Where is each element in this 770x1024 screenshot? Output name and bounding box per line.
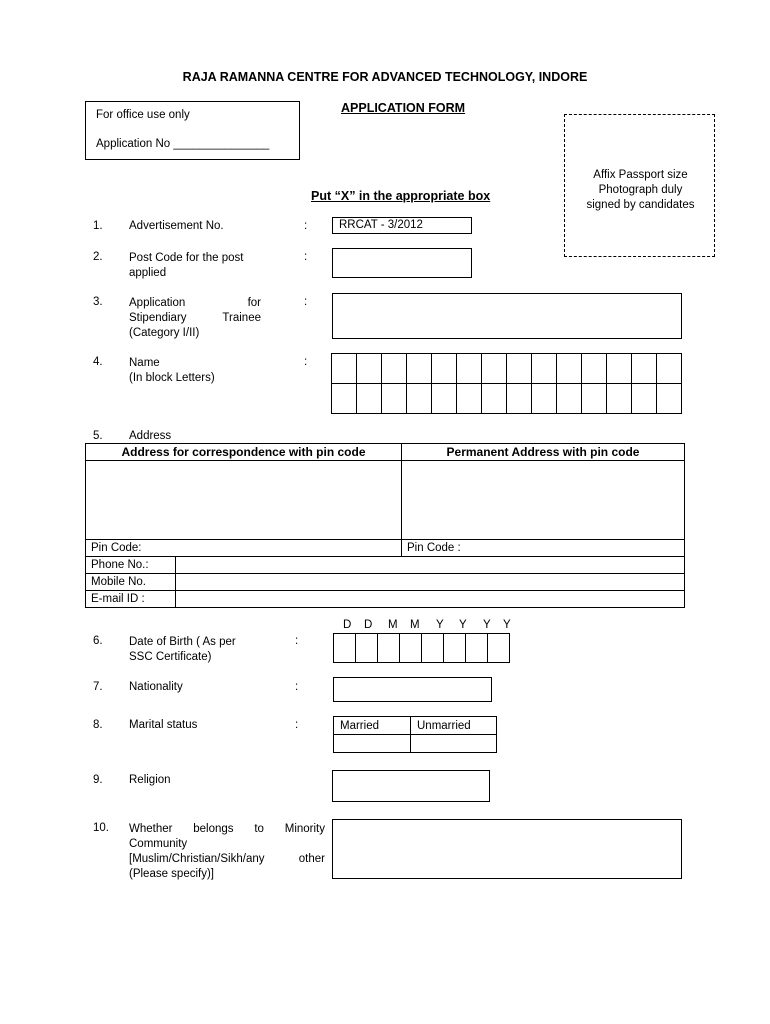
name-cell[interactable] (657, 384, 682, 414)
field-3-label-line2: Stipendiary Trainee (129, 312, 261, 324)
name-letter-grid[interactable] (331, 353, 682, 414)
name-cell[interactable] (507, 384, 532, 414)
name-cell[interactable] (407, 354, 432, 384)
permanent-address-input[interactable] (402, 461, 685, 540)
married-checkbox[interactable] (334, 735, 411, 753)
name-cell[interactable] (582, 354, 607, 384)
dob-cell[interactable] (378, 634, 400, 663)
address-table (85, 443, 685, 608)
field-10-label-line1: Whether belongs to Minority (129, 823, 325, 835)
name-cell[interactable] (482, 384, 507, 414)
field-10-label-line2: Community (129, 838, 188, 850)
application-no-field[interactable]: Application No _______________ (96, 138, 270, 150)
dob-format-m1: M (388, 619, 398, 631)
address-header-row (86, 444, 685, 461)
photo-line-1: Affix Passport size (593, 169, 688, 181)
name-cell[interactable] (332, 354, 357, 384)
field-1-number: 1. (93, 220, 103, 232)
unmarried-label: Unmarried (411, 717, 497, 735)
dob-cell[interactable] (466, 634, 488, 663)
name-cell[interactable] (407, 384, 432, 414)
dob-cell[interactable] (422, 634, 444, 663)
address-body-row (86, 461, 685, 540)
mobile-input[interactable] (176, 574, 685, 591)
field-8-colon: : (295, 719, 299, 731)
name-cell[interactable] (607, 384, 632, 414)
dob-format-y2: Y (459, 619, 467, 631)
field-3-label-line1: Application for (129, 297, 261, 309)
field-2-label-line2: applied (129, 267, 167, 279)
photo-box (564, 114, 715, 257)
post-code-box[interactable] (332, 248, 472, 278)
field-3-colon: : (304, 296, 308, 308)
field-3-number: 3. (93, 296, 103, 308)
mobile-row (86, 574, 685, 591)
name-cell[interactable] (557, 354, 582, 384)
dob-row (334, 634, 510, 663)
name-cell[interactable] (432, 384, 457, 414)
field-6-label-line1: Date of Birth ( As per (129, 636, 236, 648)
name-cell[interactable] (607, 354, 632, 384)
office-use-box (85, 101, 300, 160)
office-use-label: For office use only (96, 109, 190, 121)
name-cell[interactable] (632, 384, 657, 414)
field-2-label-line1: Post Code for the post (129, 252, 244, 264)
dob-grid[interactable] (333, 633, 510, 663)
nationality-box[interactable] (333, 677, 492, 702)
field-7-colon: : (295, 681, 299, 693)
field-3-label-line3: (Category I/II) (129, 327, 200, 339)
name-cell[interactable] (382, 354, 407, 384)
field-10-label (129, 822, 325, 882)
unmarried-checkbox[interactable] (411, 735, 497, 753)
dob-format-y1: Y (436, 619, 444, 631)
dob-format-d1: D (343, 619, 352, 631)
dob-format-y4: Y (503, 619, 511, 631)
field-6-label (129, 635, 236, 665)
instruction-text: Put “X” in the appropriate box (311, 189, 491, 203)
name-grid-row-2 (332, 384, 682, 414)
field-7-number: 7. (93, 681, 103, 693)
pin-row (86, 540, 685, 557)
dob-cell[interactable] (400, 634, 422, 663)
field-10-number: 10. (93, 822, 109, 834)
name-cell[interactable] (457, 354, 482, 384)
field-5-number: 5. (93, 430, 103, 442)
email-input[interactable] (176, 591, 685, 608)
name-cell[interactable] (582, 384, 607, 414)
stipendiary-category-box[interactable] (332, 293, 682, 339)
institution-title: RAJA RAMANNA CENTRE FOR ADVANCED TECHNOLOGY, INDORE (182, 70, 588, 84)
field-2-number: 2. (93, 251, 103, 263)
marital-status-boxes (334, 735, 497, 753)
name-grid-row-1 (332, 354, 682, 384)
field-4-label-line2: (In block Letters) (129, 372, 215, 384)
name-cell[interactable] (482, 354, 507, 384)
dob-format-m2: M (410, 619, 420, 631)
mobile-label: Mobile No. (86, 574, 176, 591)
marital-status-header (334, 717, 497, 735)
religion-box[interactable] (332, 770, 490, 802)
field-6-colon: : (295, 635, 299, 647)
permanent-address-header: Permanent Address with pin code (402, 444, 685, 461)
name-cell[interactable] (532, 354, 557, 384)
field-6-label-line2: SSC Certificate) (129, 651, 212, 663)
advertisement-no-box[interactable] (332, 217, 472, 234)
name-cell[interactable] (532, 384, 557, 414)
name-cell[interactable] (457, 384, 482, 414)
phone-label: Phone No.: (86, 557, 176, 574)
name-cell[interactable] (557, 384, 582, 414)
dob-format-d2: D (364, 619, 373, 631)
field-1-colon: : (304, 220, 308, 232)
field-2-colon: : (304, 251, 308, 263)
correspondence-address-input[interactable] (86, 461, 402, 540)
field-5-label: Address (129, 430, 172, 442)
dob-cell[interactable] (488, 634, 510, 663)
field-2-label (129, 251, 243, 281)
photo-line-2: Photograph duly (598, 184, 683, 196)
field-1-label: Advertisement No. (129, 220, 224, 232)
name-cell[interactable] (507, 354, 532, 384)
name-cell[interactable] (357, 384, 382, 414)
field-10-label-line3: [Muslim/Christian/Sikh/any other (129, 853, 325, 865)
field-3-label (129, 296, 261, 341)
dob-cell[interactable] (356, 634, 378, 663)
field-4-label-line1: Name (129, 357, 160, 369)
photo-line-3: signed by candidates (586, 199, 695, 211)
field-8-number: 8. (93, 719, 103, 731)
phone-row (86, 557, 685, 574)
email-row (86, 591, 685, 608)
field-9-label: Religion (129, 774, 171, 786)
advertisement-no-value: RRCAT - 3/2012 (339, 219, 423, 231)
field-9-number: 9. (93, 774, 103, 786)
correspondence-address-header: Address for correspondence with pin code (86, 444, 402, 461)
pin-code-correspondence[interactable]: Pin Code: (86, 540, 402, 557)
dob-format-y3: Y (483, 619, 491, 631)
field-4-label (129, 356, 215, 386)
field-4-colon: : (304, 356, 308, 368)
form-title: APPLICATION FORM (341, 101, 466, 115)
marital-status-table (333, 716, 497, 753)
photo-instructions (565, 168, 716, 213)
field-6-number: 6. (93, 635, 103, 647)
name-cell[interactable] (332, 384, 357, 414)
field-4-number: 4. (93, 356, 103, 368)
dob-cell[interactable] (444, 634, 466, 663)
name-cell[interactable] (432, 354, 457, 384)
phone-input[interactable] (176, 557, 685, 574)
email-label: E-mail ID : (86, 591, 176, 608)
name-cell[interactable] (357, 354, 382, 384)
field-10-label-line4: (Please specify)] (129, 868, 215, 880)
married-label: Married (334, 717, 411, 735)
field-8-label: Marital status (129, 719, 198, 731)
pin-code-permanent[interactable]: Pin Code : (402, 540, 685, 557)
name-cell[interactable] (657, 354, 682, 384)
dob-cell[interactable] (334, 634, 356, 663)
minority-community-box[interactable] (332, 819, 682, 879)
name-cell[interactable] (632, 354, 657, 384)
name-cell[interactable] (382, 384, 407, 414)
field-7-label: Nationality (129, 681, 183, 693)
